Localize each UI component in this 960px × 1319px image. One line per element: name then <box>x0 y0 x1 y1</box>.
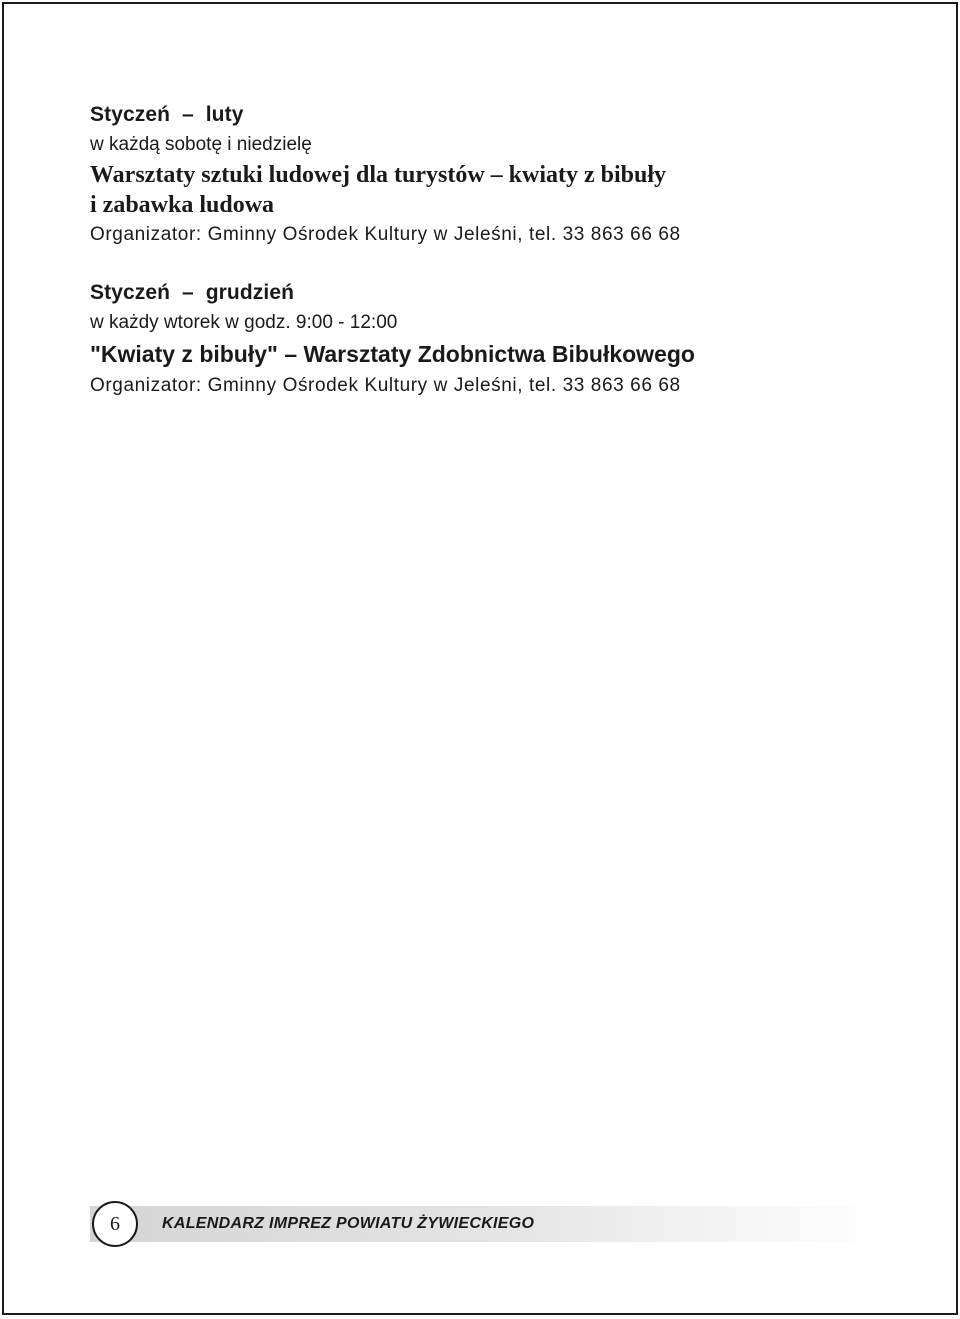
date-range-dash: – <box>182 281 194 304</box>
publication-title: KALENDARZ IMPREZ POWIATU ŻYWIECKIEGO <box>162 1215 535 1232</box>
event-start-month: Styczeń <box>90 281 171 304</box>
event-date-range <box>90 100 910 130</box>
page-content <box>90 100 910 429</box>
event-title-line-1: Warsztaty sztuki ludowej dla turystów – kwiaty z bibuły <box>90 162 667 188</box>
date-range-dash: – <box>182 103 194 126</box>
event-entry-1 <box>90 100 910 250</box>
event-entry-2 <box>90 278 910 401</box>
event-end-month: grudzień <box>205 281 295 304</box>
event-schedule: w każdą sobotę i niedzielę <box>90 134 312 155</box>
event-end-month: luty <box>205 103 244 126</box>
event-organizer: Organizator: Gminny Ośrodek Kultury w Jeleśni, tel. 33 863 66 68 <box>90 224 681 245</box>
event-schedule: w każdy wtorek w godz. 9:00 - 12:00 <box>90 312 398 333</box>
event-start-month: Styczeń <box>90 103 171 126</box>
event-title: "Kwiaty z bibuły" – Warsztaty Zdobnictwa Bibułkowego <box>90 341 695 367</box>
event-date-range <box>90 278 910 308</box>
event-organizer: Organizator: Gminny Ośrodek Kultury w Jeleśni, tel. 33 863 66 68 <box>90 375 681 396</box>
event-title-line-2: i zabawka ludowa <box>90 192 275 218</box>
page-number: 6 <box>92 1201 138 1247</box>
